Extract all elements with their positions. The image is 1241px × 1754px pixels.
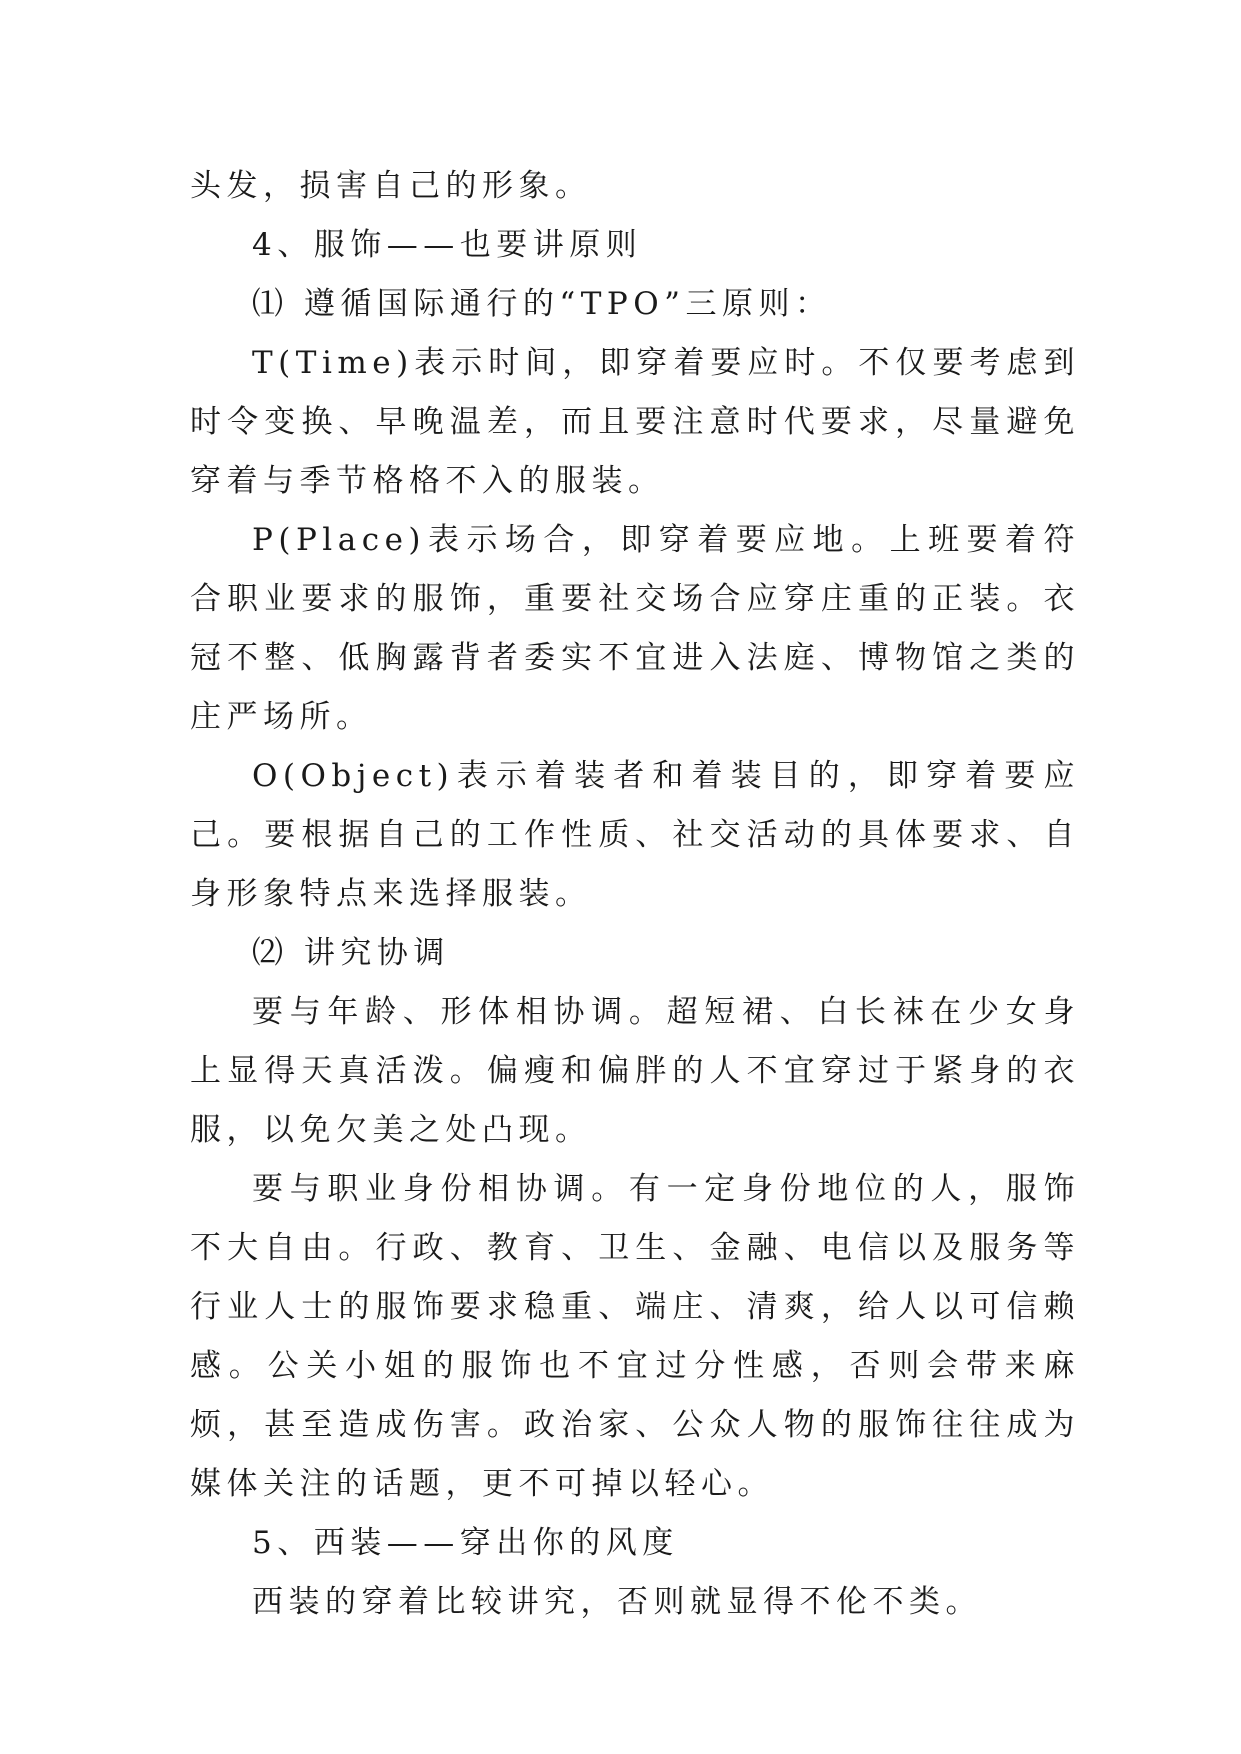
paragraph-suit: 西装的穿着比较讲究，否则就显得不伦不类。 — [252, 1584, 982, 1620]
paragraph-continuation: 头发，损害自己的形象。 — [190, 168, 592, 204]
subheading-coordination: ⑵ 讲究协调 — [252, 935, 450, 971]
paragraph-object: O(Object)表示着装者和着装目的，即穿着要应己。要根据自己的工作性质、社交活动的具体要求、自身形象特点来选择服装。 — [190, 758, 1080, 912]
section-heading-suit: 5、西装——穿出你的风度 — [252, 1525, 679, 1561]
paragraph-time: T(Time)表示时间，即穿着要应时。不仅要考虑到时令变换、早晚温差，而且要注意时代要求，尽量避免穿着与季节格格不入的服装。 — [190, 345, 1080, 499]
paragraph-profession: 要与职业身份相协调。有一定身份地位的人，服饰不大自由。行政、教育、卫生、金融、电信以及服务等行业人士的服饰要求稳重、端庄、清爽，给人以可信赖感。公关小姐的服饰也不宜过分性感，否则会带来麻烦，甚至造成伤害。政治家、公众人物的服饰往往成为媒体关注的话题，更不可掉以轻心。 — [190, 1171, 1080, 1502]
paragraph-place: P(Place)表示场合，即穿着要应地。上班要着符合职业要求的服饰，重要社交场合应穿庄重的正装。衣冠不整、低胸露背者委实不宜进入法庭、博物馆之类的庄严场所。 — [190, 522, 1080, 735]
subheading-tpo-principle: ⑴ 遵循国际通行的“TPO”三原则： — [252, 286, 832, 322]
paragraph-age-body: 要与年龄、形体相协调。超短裙、白长袜在少女身上显得天真活泼。偏瘦和偏胖的人不宜穿过于紧身的衣服，以免欠美之处凸现。 — [190, 994, 1080, 1148]
section-heading-clothing: 4、服饰——也要讲原则 — [252, 227, 643, 263]
document-body — [190, 157, 1080, 1632]
